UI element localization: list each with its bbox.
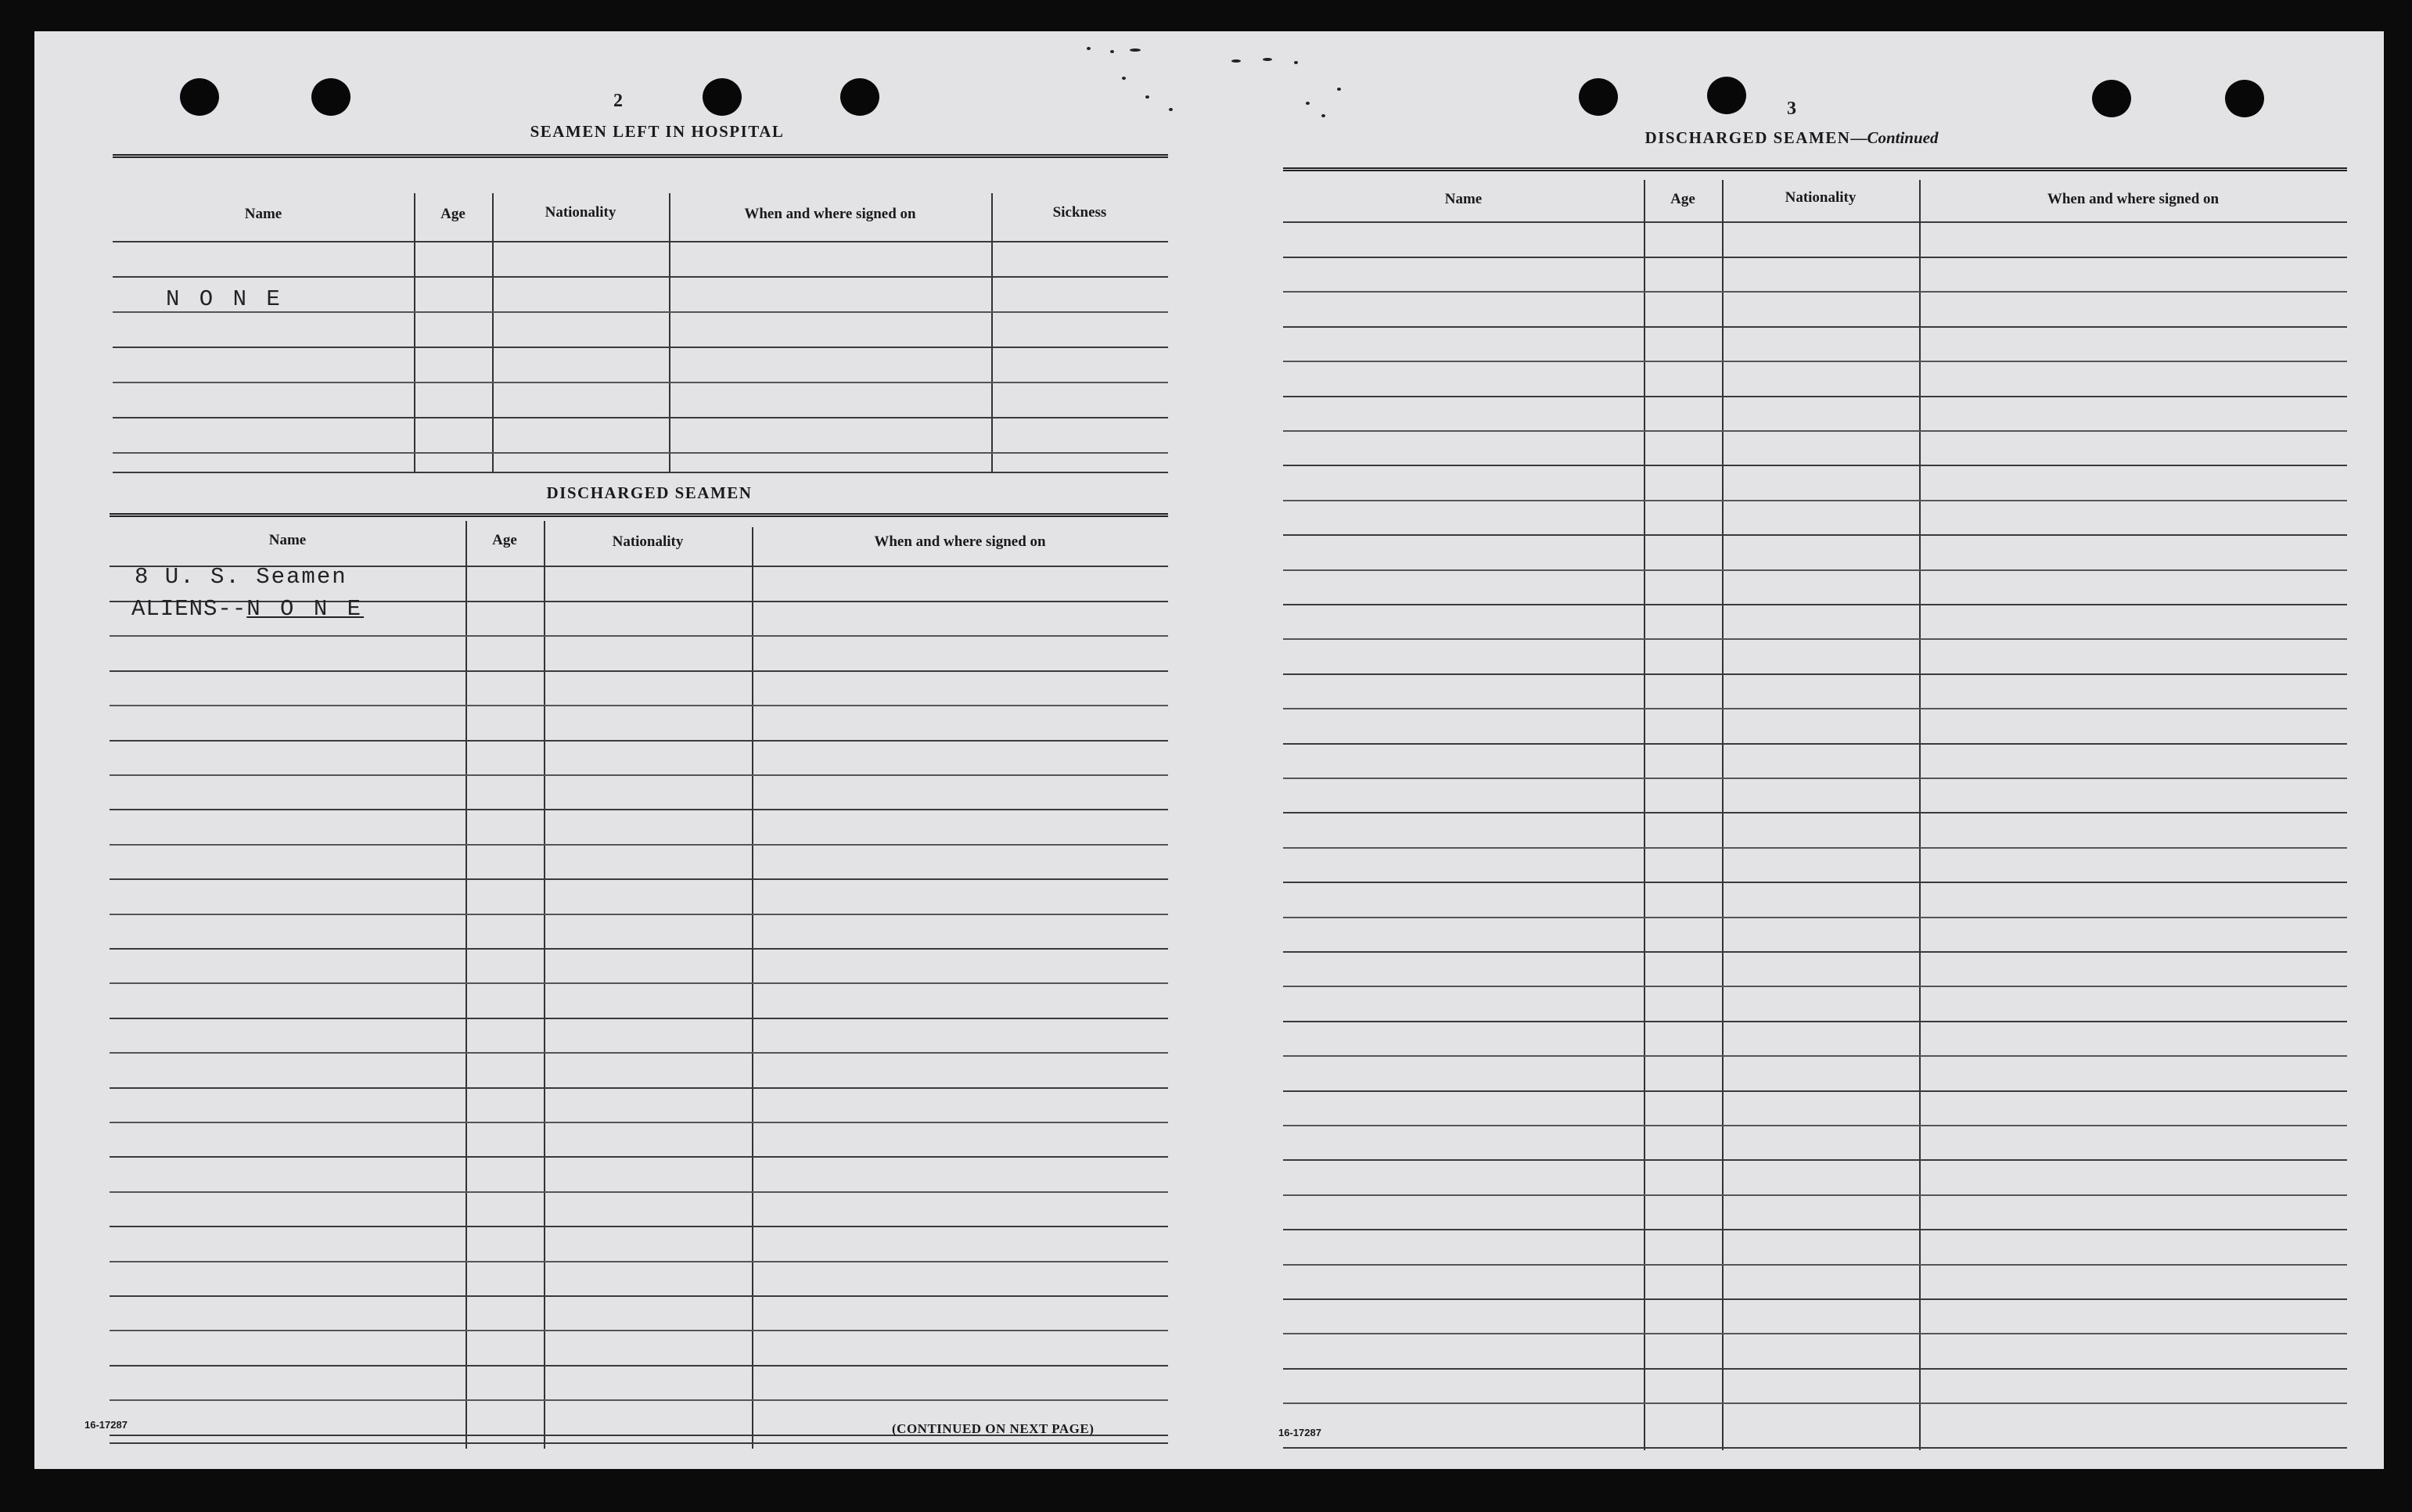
- row-rule: [1283, 361, 2347, 362]
- page-number: 2: [613, 91, 623, 111]
- table-bottom-rule: [113, 472, 1168, 473]
- row-rule: [1283, 882, 2347, 883]
- row-rule: [1283, 1021, 2347, 1022]
- row-rule: [1283, 396, 2347, 397]
- row-rule: [110, 670, 1168, 672]
- aliens-label: ALIENS--: [131, 596, 247, 622]
- row-rule: [1283, 569, 2347, 571]
- row-rule: [1283, 1333, 2347, 1334]
- hospital-entry: N O N E: [166, 286, 283, 312]
- column-divider: [466, 521, 467, 1449]
- table-top-rule: [113, 154, 1168, 158]
- row-rule: [1283, 257, 2347, 258]
- column-divider: [1722, 180, 1724, 1450]
- row-rule: [1283, 1159, 2347, 1161]
- header-rule: [113, 241, 1168, 242]
- form-code: 16-17287: [1278, 1427, 1321, 1438]
- scan-speck: [1294, 61, 1298, 64]
- row-rule: [1283, 812, 2347, 813]
- table-bottom-rule: [1283, 1447, 2347, 1449]
- row-rule: [113, 452, 1168, 454]
- punch-hole: [180, 78, 219, 116]
- row-rule: [1283, 847, 2347, 849]
- column-divider: [669, 193, 670, 473]
- row-rule: [1283, 604, 2347, 605]
- row-rule: [1283, 673, 2347, 675]
- discharged-entry-us-seamen: 8 U. S. Seamen: [135, 564, 347, 590]
- row-rule: [113, 276, 1168, 278]
- row-rule: [110, 1295, 1168, 1297]
- scan-speck: [1145, 95, 1149, 99]
- row-rule: [110, 705, 1168, 706]
- scan-speck: [1110, 50, 1114, 53]
- row-rule: [110, 740, 1168, 742]
- row-rule: [110, 1261, 1168, 1262]
- row-rule: [113, 347, 1168, 348]
- aliens-value: N O N E: [246, 596, 365, 622]
- continued-note: (CONTINUED ON NEXT PAGE): [892, 1421, 1095, 1436]
- row-rule: [1283, 1125, 2347, 1126]
- column-divider: [414, 193, 415, 473]
- section-title-hospital: SEAMEN LEFT IN HOSPITAL: [530, 122, 785, 141]
- hospital-table: [113, 154, 1168, 475]
- row-rule: [1283, 778, 2347, 779]
- row-rule: [1283, 743, 2347, 745]
- column-header-signed-on: When and where signed on: [744, 206, 916, 222]
- scan-speck: [1169, 108, 1173, 111]
- row-rule: [110, 809, 1168, 810]
- row-rule: [110, 1122, 1168, 1123]
- row-rule: [110, 948, 1168, 950]
- row-rule: [110, 982, 1168, 984]
- row-rule: [110, 1226, 1168, 1227]
- row-rule: [1283, 465, 2347, 466]
- scan-speck: [1263, 58, 1272, 61]
- table-top-rule: [110, 513, 1168, 517]
- column-header-age: Age: [492, 532, 517, 548]
- column-divider: [1644, 180, 1645, 1450]
- row-rule: [1283, 500, 2347, 501]
- row-rule: [1283, 1055, 2347, 1057]
- column-divider: [492, 193, 494, 473]
- punch-hole: [2092, 80, 2131, 117]
- discharged-entry-aliens: [131, 596, 364, 622]
- row-rule: [110, 914, 1168, 915]
- row-rule: [110, 1052, 1168, 1054]
- column-header-nationality: Nationality: [1785, 189, 1857, 206]
- table-bottom-rule: [110, 1442, 1168, 1444]
- row-rule: [110, 774, 1168, 776]
- page-number: 3: [1787, 99, 1796, 119]
- row-rule: [110, 1330, 1168, 1331]
- column-header-name: Name: [1444, 191, 1483, 207]
- section-title-discharged: DISCHARGED SEAMEN: [546, 483, 753, 502]
- row-rule: [110, 635, 1168, 637]
- column-header-age: Age: [440, 206, 466, 222]
- column-header-nationality: Nationality: [545, 204, 616, 221]
- column-header-signed-on: When and where signed on: [2047, 191, 2220, 207]
- column-divider: [544, 521, 545, 1449]
- column-header-sickness: Sickness: [1052, 204, 1107, 221]
- discharged-table: [110, 513, 1168, 1452]
- column-header-age: Age: [1670, 191, 1695, 207]
- row-rule: [1283, 1194, 2347, 1196]
- punch-hole: [311, 78, 350, 116]
- row-rule: [1283, 291, 2347, 293]
- column-header-name: Name: [244, 206, 282, 222]
- header-rule: [1283, 221, 2347, 223]
- row-rule: [1283, 326, 2347, 328]
- row-rule: [110, 1191, 1168, 1193]
- row-rule: [1283, 1264, 2347, 1266]
- punch-hole: [2225, 80, 2264, 117]
- punch-hole: [1579, 78, 1618, 116]
- column-divider: [752, 527, 753, 1449]
- section-title-discharged-continued: DISCHARGED SEAMEN—Continued: [1645, 128, 1939, 147]
- form-code: 16-17287: [84, 1419, 128, 1431]
- row-rule: [1283, 708, 2347, 709]
- punch-hole: [840, 78, 879, 116]
- row-rule: [1283, 430, 2347, 432]
- row-rule: [1283, 951, 2347, 953]
- row-rule: [1283, 986, 2347, 987]
- row-rule: [110, 878, 1168, 880]
- scan-speck: [1087, 47, 1091, 50]
- row-rule: [110, 844, 1168, 846]
- row-rule: [1283, 1229, 2347, 1230]
- row-rule: [1283, 1402, 2347, 1404]
- row-rule: [113, 382, 1168, 383]
- row-rule: [1283, 1090, 2347, 1092]
- scan-speck: [1321, 114, 1325, 117]
- discharged-continued-table: [1283, 167, 2347, 1458]
- row-rule: [110, 1399, 1168, 1401]
- row-rule: [1283, 1298, 2347, 1300]
- column-header-name: Name: [268, 532, 307, 548]
- scan-speck: [1306, 102, 1310, 105]
- column-header-signed-on: When and where signed on: [874, 533, 1046, 550]
- row-rule: [1283, 638, 2347, 640]
- row-rule: [110, 1018, 1168, 1019]
- punch-hole: [1707, 77, 1746, 114]
- document-sheet: [34, 31, 2384, 1469]
- scan-speck: [1231, 59, 1241, 63]
- row-rule: [1283, 1368, 2347, 1370]
- scan-speck: [1130, 48, 1141, 52]
- scan-speck: [1122, 77, 1126, 80]
- column-header-nationality: Nationality: [612, 533, 684, 550]
- row-rule: [1283, 534, 2347, 536]
- row-rule: [113, 417, 1168, 418]
- table-top-rule: [1283, 167, 2347, 171]
- column-divider: [991, 193, 993, 473]
- row-rule: [1283, 917, 2347, 918]
- row-rule: [110, 1087, 1168, 1089]
- scan-speck: [1337, 88, 1341, 91]
- row-rule: [110, 1365, 1168, 1367]
- continued-suffix: —Continued: [1850, 128, 1939, 147]
- row-rule: [110, 1156, 1168, 1158]
- punch-hole: [703, 78, 742, 116]
- column-divider: [1919, 180, 1921, 1450]
